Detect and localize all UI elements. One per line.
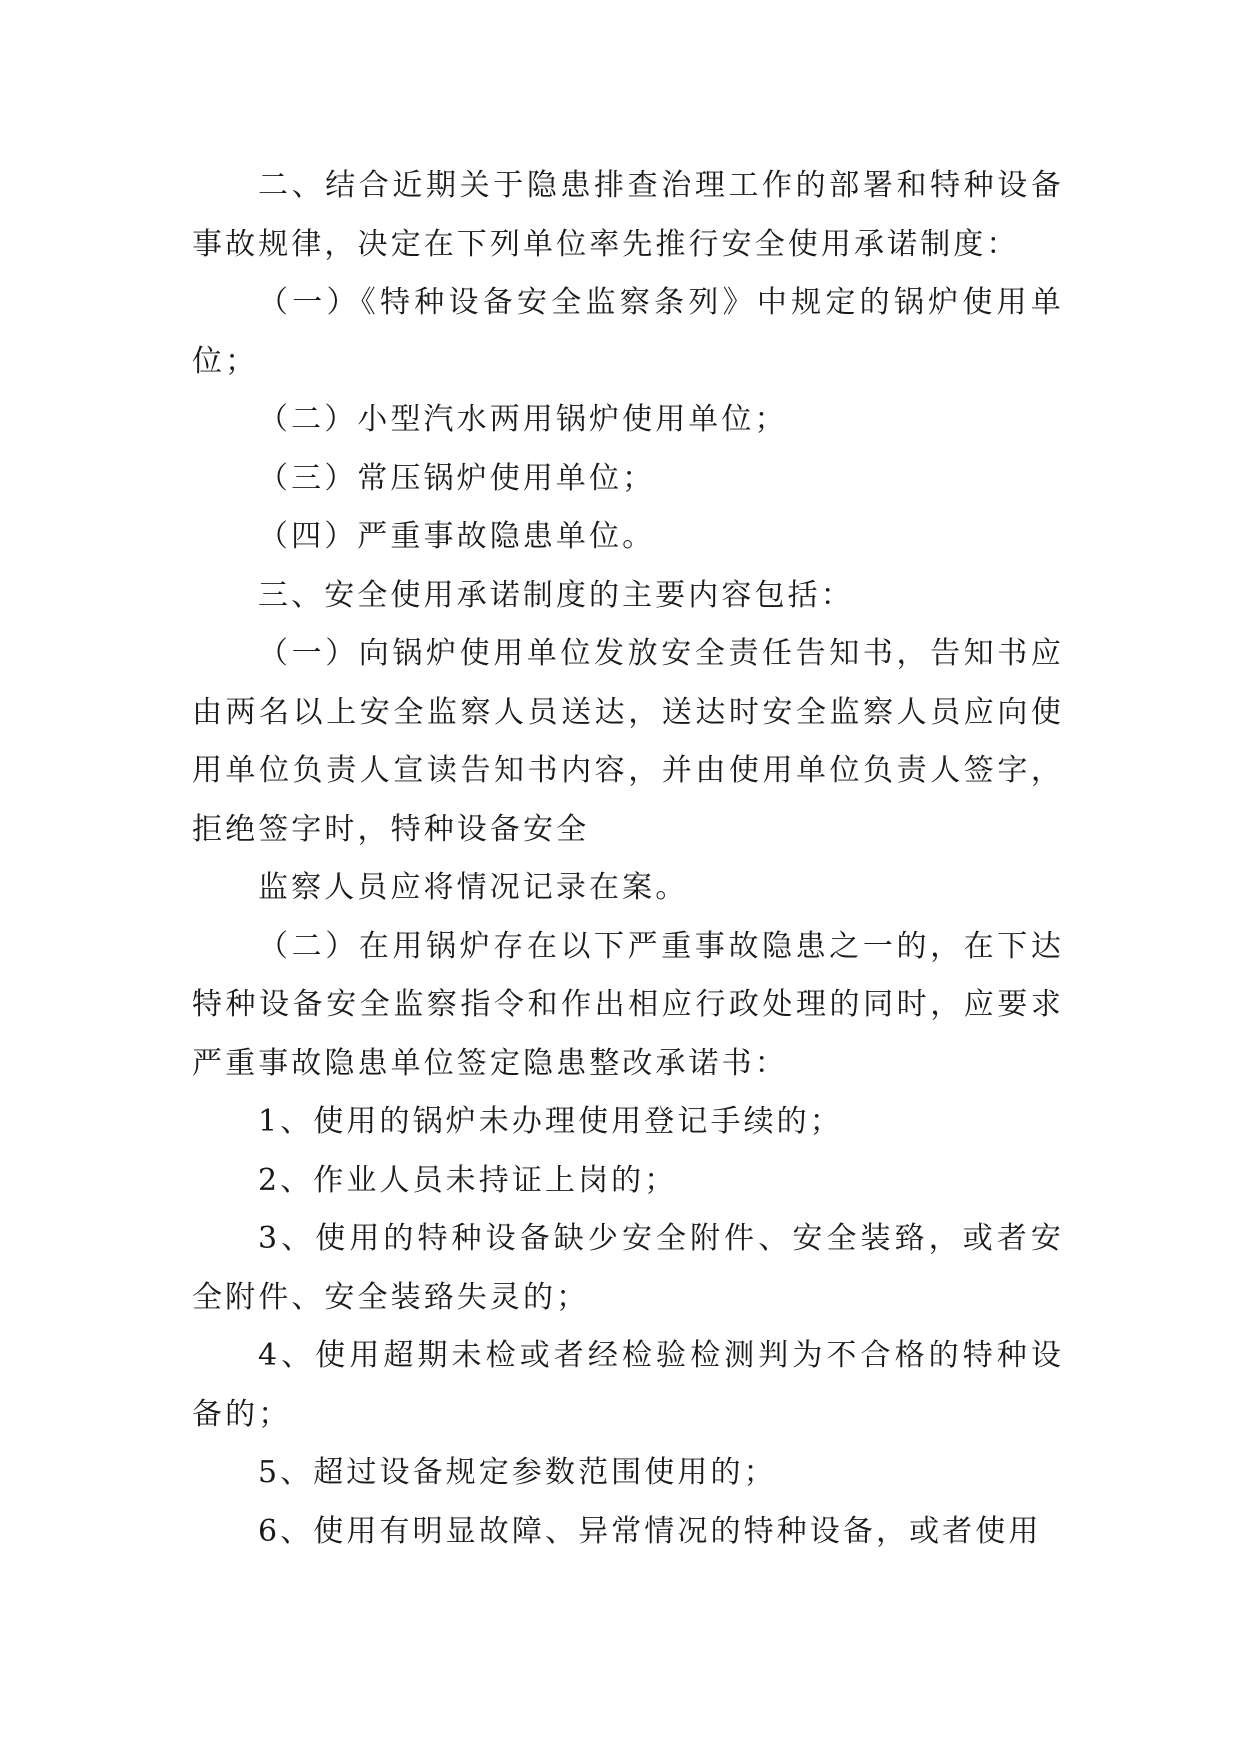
paragraph-content-2: （二）在用锅炉存在以下严重事故隐患之一的，在下达特种设备安全监察指令和作出相应行政处理的同时，应要求严重事故隐患单位签定隐患整改承诺书： — [192, 928, 1064, 1081]
paragraph-item-1: （一）《特种设备安全监察条列》中规定的锅炉使用单位； — [192, 285, 1064, 379]
list-item-6: 6、使用有明显故障、异常情况的特种设备，或者使用 — [258, 1513, 1042, 1549]
list-item-4: 4、使用超期未检或者经检验检测判为不合格的特种设备的； — [192, 1338, 1064, 1432]
list-item-5: 5、超过设备规定参数范围使用的； — [258, 1455, 777, 1490]
paragraph-item-2: （二）小型汽水两用锅炉使用单位； — [258, 402, 788, 437]
list-item-2: 2、作业人员未持证上岗的； — [258, 1162, 678, 1198]
paragraph-section-3: 三、安全使用承诺制度的主要内容包括： — [258, 577, 854, 613]
paragraph-content-1-continued: 监察人员应将情况记录在案。 — [258, 870, 689, 905]
list-item-3: 3、使用的特种设备缺少安全附件、安全装臵，或者安全附件、安全装臵失灵的； — [192, 1221, 1064, 1315]
document-body — [192, 157, 1064, 1561]
paragraph-item-3: （三）常压锅炉使用单位； — [258, 460, 656, 496]
list-item-1: 1、使用的锅炉未办理使用登记手续的； — [258, 1104, 843, 1139]
paragraph-content-1: （一）向锅炉使用单位发放安全责任告知书，告知书应由两名以上安全监察人员送达，送达时安全监察人员应向使用单位负责人宣读告知书内容，并由使用单位负责人签字，拒绝签字时，特种设备安全 — [192, 636, 1064, 847]
paragraph-section-2: 二、结合近期关于隐患排查治理工作的部署和特种设备事故规律，决定在下列单位率先推行安全使用承诺制度： — [192, 168, 1064, 262]
paragraph-item-4: （四）严重事故隐患单位。 — [258, 519, 656, 554]
